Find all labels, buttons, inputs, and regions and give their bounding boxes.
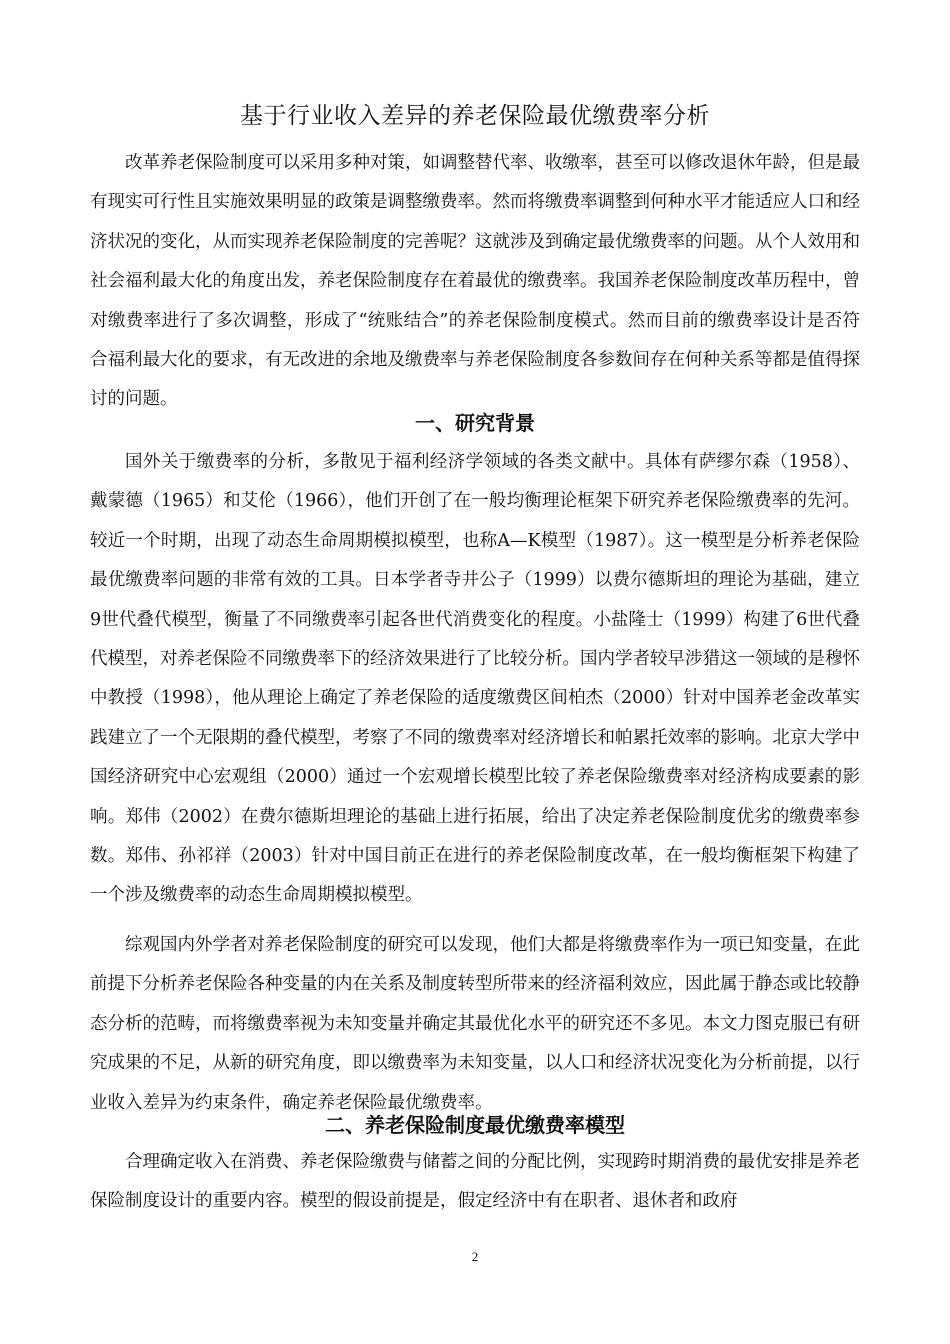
section-heading-research-background: 一、研究背景 (415, 411, 535, 435)
page-number: 2 (471, 1249, 479, 1264)
document-title: 基于行业收入差异的养老保险最优缴费率分析 (240, 103, 710, 129)
background-paragraph-1: 国外关于缴费率的分析，多散见于福利经济学领域的各类文献中。具体有萨缪尔森（1958）、戴蒙德（1965）和艾伦（1966），他们开创了在一般均衡理论框架下研究养老保险缴费率的先河。较近一个时期，出现了动态生命周期模拟模型，也称A—K模型（1987）。这一模型是分析养老保险最优缴费率问题的非常有效的工具。日本学者寺井公子（1999）以费尔德斯坦的理论为基础，建立9世代叠代模型，衡量了不同缴费率引起各世代消费变化的程度。小盐隆士（1999）构建了6世代叠代模型，对养老保险不同缴费率下的经济效果进行了比较分析。国内学者较早涉猎这一领域的是穆怀中教授（1998），他从理论上确定了养老保险的适度缴费区间柏杰（2000）针对中国养老金改革实践建立了一个无限期的叠代模型，考察了不同的缴费率对经济增长和帕累托效率的影响。北京大学中国经济研究中心宏观组（2000）通过一个宏观增长模型比较了养老保险缴费率对经济构成要素的影响。郑伟（2002）在费尔德斯坦理论的基础上进行拓展，给出了决定养老保险制度优劣的缴费率参数。郑伟、孙祁祥（2003）针对中国目前正在进行的养老保险制度改革，在一般均衡框架下构建了一个涉及缴费率的动态生命周期模拟模型。 (90, 452, 860, 906)
model-paragraph: 合理确定收入在消费、养老保险缴费与储蓄之间的分配比例，实现跨时期消费的最优安排是养老保险制度设计的重要内容。模型的假设前提是，假定经济中有在职者、退休者和政府 (90, 1152, 860, 1212)
intro-paragraph: 改革养老保险制度可以采用多种对策，如调整替代率、收缴率，甚至可以修改退休年龄，但是最有现实可行性且实施效果明显的政策是调整缴费率。然而将缴费率调整到何种水平才能适应人口和经济状况的变化，从而实现养老保险制度的完善呢？这就涉及到确定最优缴费率的问题。从个人效用和社会福利最大化的角度出发，养老保险制度存在着最优的缴费率。我国养老保险制度改革历程中，曾对缴费率进行了多次调整，形成了“统账结合”的养老保险制度模式。然而目前的缴费率设计是否符合福利最大化的要求，有无改进的余地及缴费率与养老保险制度各参数间存在何种关系等都是值得探讨的问题。 (90, 153, 860, 410)
section-heading-optimal-contribution-model: 二、养老保险制度最优缴费率模型 (325, 1113, 625, 1137)
background-paragraph-2: 综观国内外学者对养老保险制度的研究可以发现，他们大都是将缴费率作为一项已知变量，在此前提下分析养老保险各种变量的内在关系及制度转型所带来的经济福利效应，因此属于静态或比较静态分析的范畴，而将缴费率视为未知变量并确定其最优化水平的研究还不多见。本文力图克服已有研究成果的不足，从新的研究角度，即以缴费率为未知变量，以人口和经济状况变化为分析前提，以行业收入差异为约束条件，确定养老保险最优缴费率。 (90, 935, 860, 1113)
